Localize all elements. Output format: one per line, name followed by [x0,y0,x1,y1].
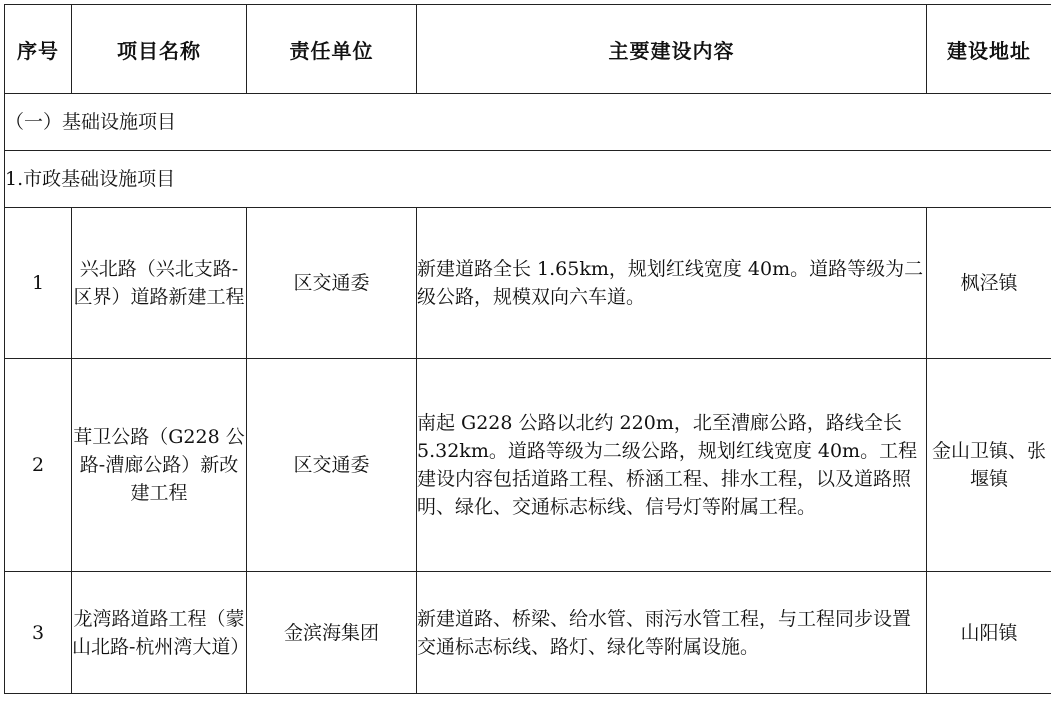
row-address: 山阳镇 [927,572,1051,694]
row-no: 2 [5,359,72,572]
header-unit: 责任单位 [247,5,417,94]
header-no: 序号 [5,5,72,94]
subsection-title: 1.市政基础设施项目 [5,151,1051,208]
row-project-name: 茸卫公路（G228 公路-漕廊公路）新改建工程 [72,359,247,572]
row-no: 3 [5,572,72,694]
row-address: 枫泾镇 [927,208,1051,359]
row-address: 金山卫镇、张堰镇 [927,359,1051,572]
header-name: 项目名称 [72,5,247,94]
row-unit: 区交通委 [247,359,417,572]
row-unit: 金滨海集团 [247,572,417,694]
row-project-name: 兴北路（兴北支路-区界）道路新建工程 [72,208,247,359]
table-row [5,572,1051,694]
section-title: （一）基础设施项目 [5,94,1051,151]
project-table [4,4,1051,694]
header-content: 主要建设内容 [417,5,927,94]
header-address: 建设地址 [927,5,1051,94]
row-content: 新建道路、桥梁、给水管、雨污水管工程，与工程同步设置交通标志标线、路灯、绿化等附属设施。 [417,572,927,694]
subsection-row [5,151,1051,208]
table-row [5,359,1051,572]
row-project-name: 龙湾路道路工程（蒙山北路-杭州湾大道） [72,572,247,694]
section-row [5,94,1051,151]
row-content: 新建道路全长 1.65km，规划红线宽度 40m。道路等级为二级公路，规模双向六车道。 [417,208,927,359]
row-no: 1 [5,208,72,359]
row-unit: 区交通委 [247,208,417,359]
row-content: 南起 G228 公路以北约 220m，北至漕廊公路，路线全长 5.32km。道路等级为二级公路，规划红线宽度 40m。工程建设内容包括道路工程、桥涵工程、排水工程，以及道路照明、绿化、交通标志标线、信号灯等附属工程。 [417,359,927,572]
header-row [5,5,1051,94]
table-row [5,208,1051,359]
